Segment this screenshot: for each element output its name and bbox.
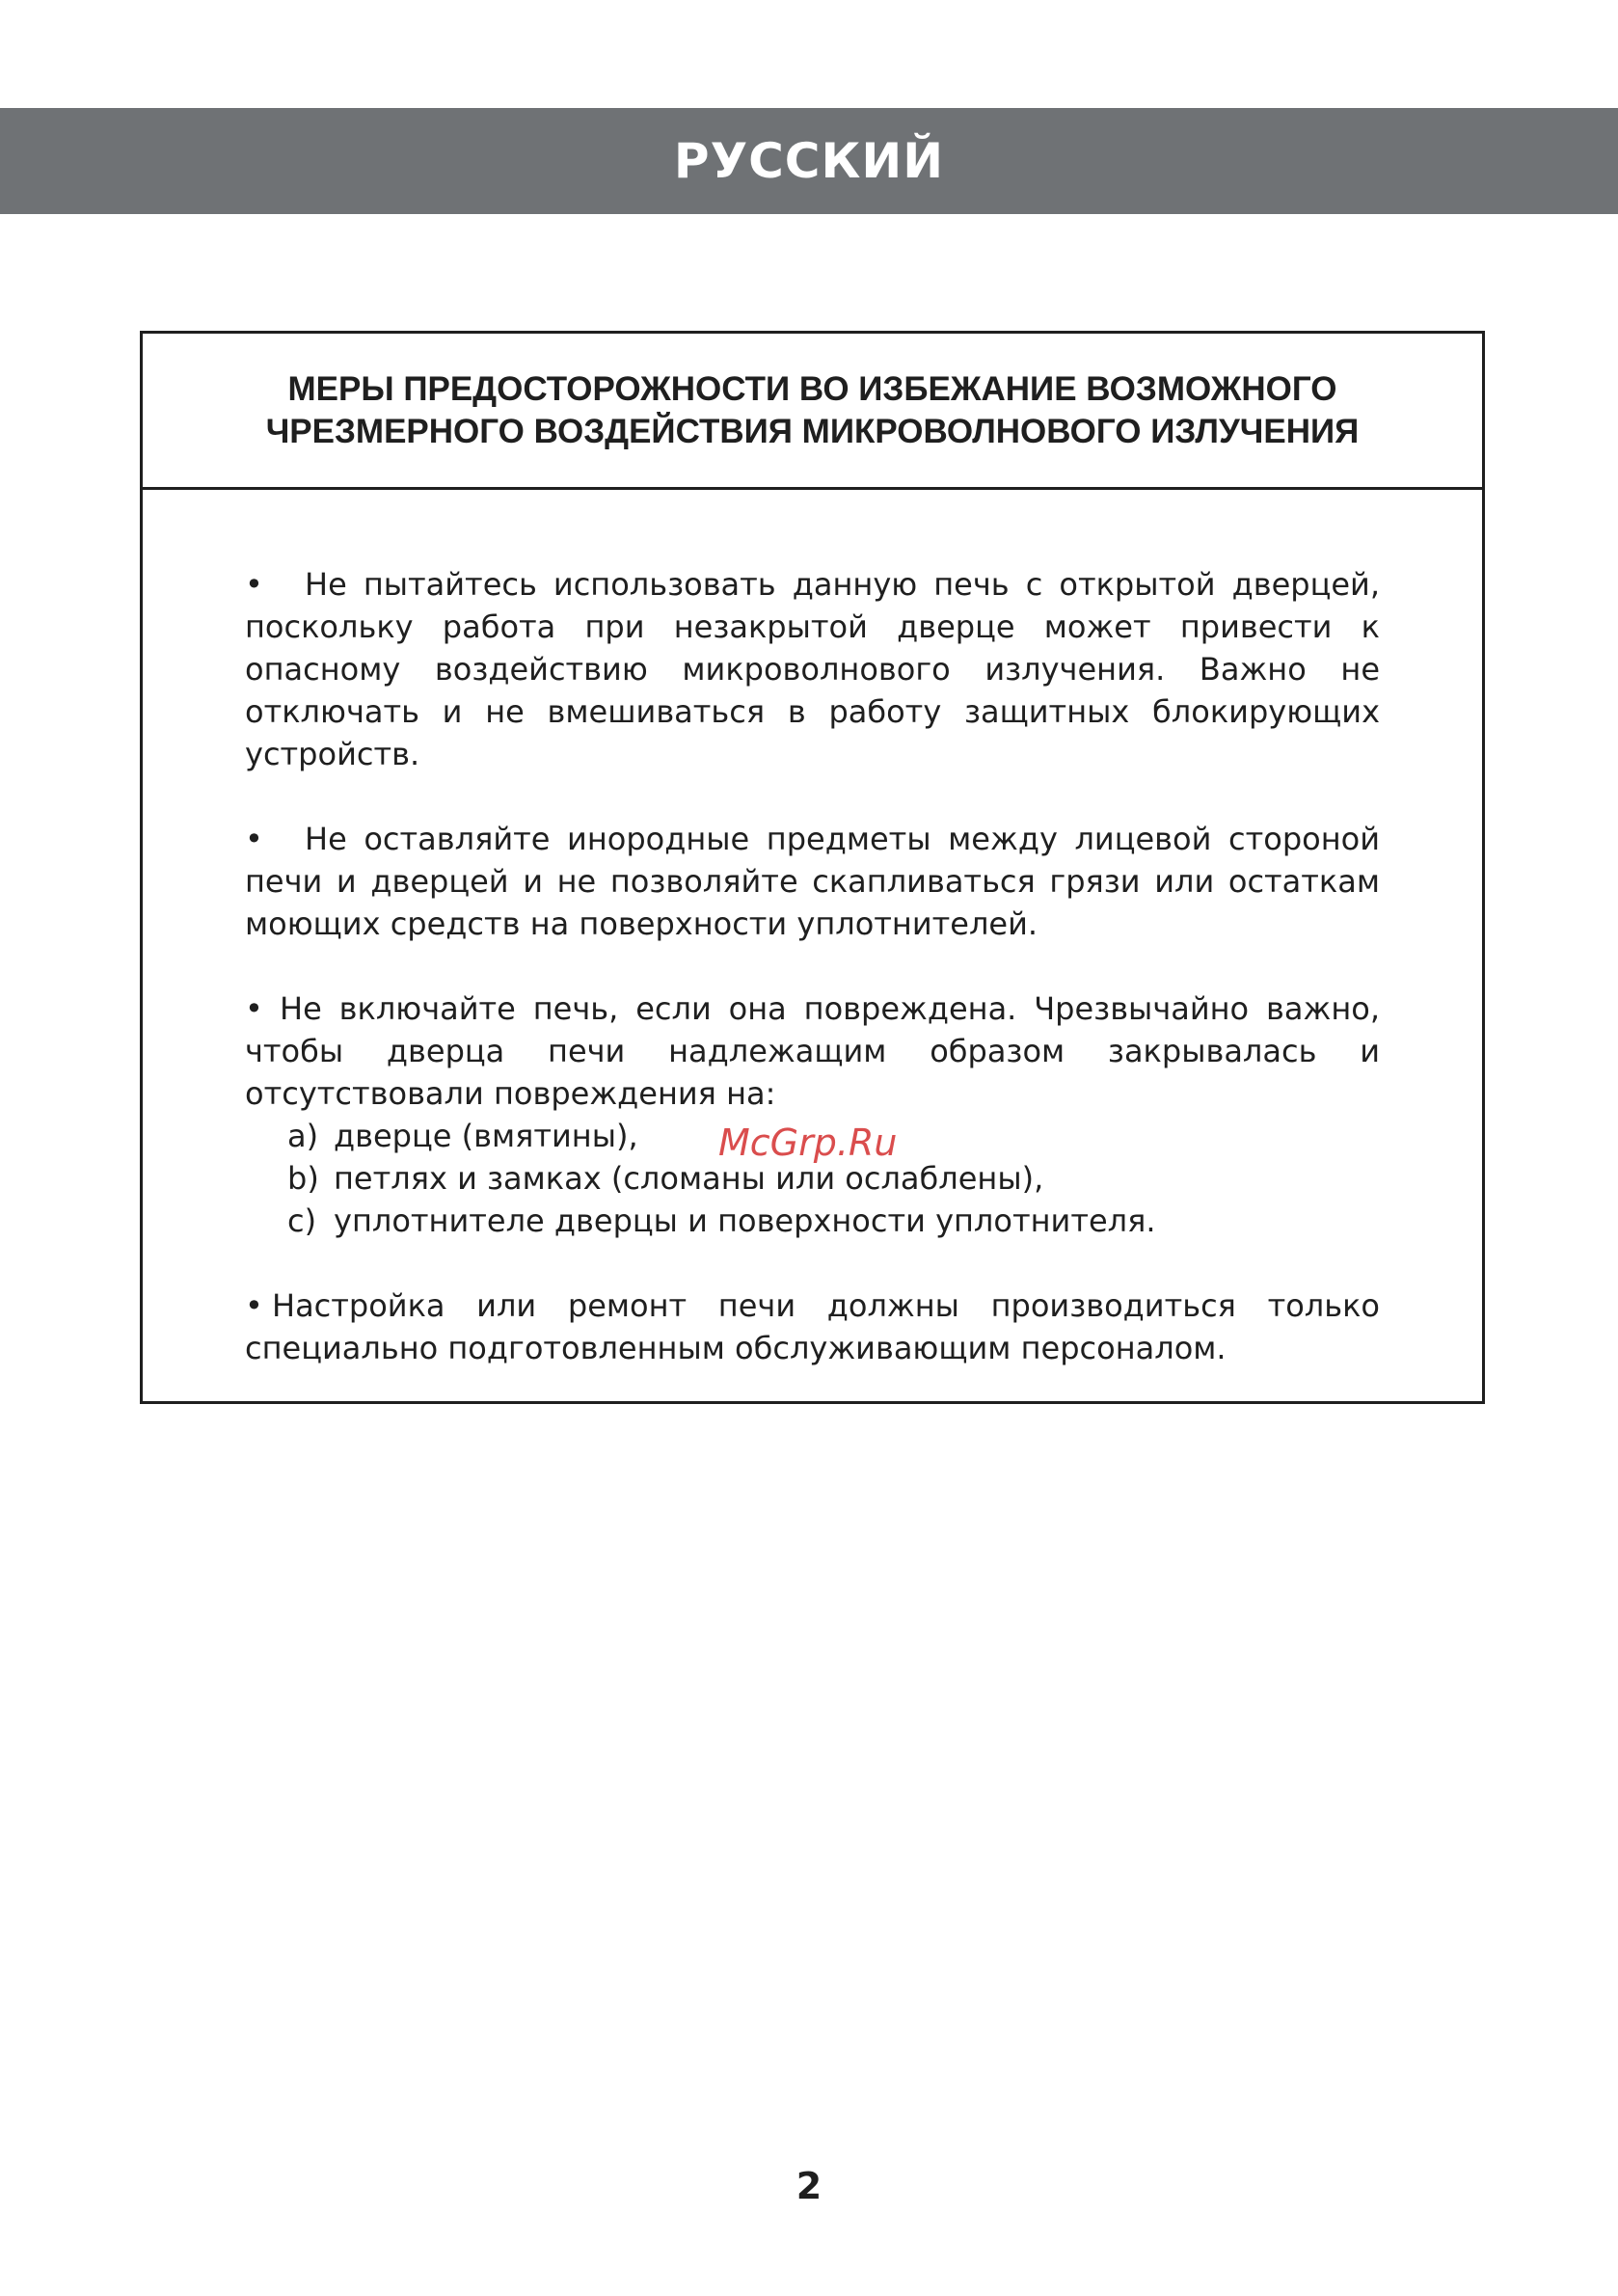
language-title: РУССКИЙ xyxy=(673,133,945,189)
precaution-item xyxy=(245,818,1380,945)
precaution-text: Не включайте печь, если она повреждена. Чрезвычайно важно, чтобы дверца печи надлежащим образом закрывалась и отсутствовали повреждения на: xyxy=(245,990,1380,1112)
bullet-mark: • xyxy=(245,566,263,603)
list-item xyxy=(287,1200,1380,1242)
bullet-mark: • xyxy=(245,821,263,857)
list-marker: b) xyxy=(287,1160,319,1197)
precaution-item xyxy=(245,563,1380,775)
section-title-line-2: ЧРЕЗМЕРНОГО ВОЗДЕЙСТВИЯ МИКРОВОЛНОВОГО ИЗЛУЧЕНИЯ xyxy=(265,412,1360,450)
safety-precautions-box xyxy=(140,331,1485,1404)
precaution-text: Настройка или ремонт печи должны производиться только специально подготовленным обслуживающим персоналом. xyxy=(245,1287,1380,1366)
precaution-text: Не пытайтесь использовать данную печь с открытой дверцей, поскольку работа при незакрытой дверце может привести к опасному воздействию микроволнового излучения. Важно не отключать и не вмешиваться в работу защитных блокирующих устройств. xyxy=(245,566,1380,772)
list-item-text: петлях и замках (сломаны или ослаблены), xyxy=(334,1160,1044,1197)
watermark: McGrp.Ru xyxy=(718,1121,898,1164)
bullet-mark: • xyxy=(245,990,263,1027)
list-marker: c) xyxy=(287,1202,317,1239)
precaution-item xyxy=(245,1284,1380,1369)
bullet-mark: • xyxy=(245,1287,263,1324)
list-item-text: дверце (вмятины), xyxy=(334,1118,638,1154)
language-banner xyxy=(0,108,1618,214)
section-body xyxy=(143,490,1482,1369)
section-title-line-1: МЕРЫ ПРЕДОСТОРОЖНОСТИ ВО ИЗБЕЖАНИЕ ВОЗМОЖНОГО xyxy=(287,369,1337,408)
precaution-item xyxy=(245,987,1380,1115)
section-heading xyxy=(143,334,1482,490)
page-number: 2 xyxy=(796,2165,822,2207)
list-item-text: уплотнителе дверцы и поверхности уплотнителя. xyxy=(334,1202,1156,1239)
precaution-item-with-sublist xyxy=(245,987,1380,1242)
precaution-text: Не оставляйте инородные предметы между лицевой стороной печи и дверцей и не позволяйте скапливаться грязи или остаткам моющих средств на поверхности уплотнителей. xyxy=(245,821,1380,942)
list-marker: a) xyxy=(287,1118,319,1154)
